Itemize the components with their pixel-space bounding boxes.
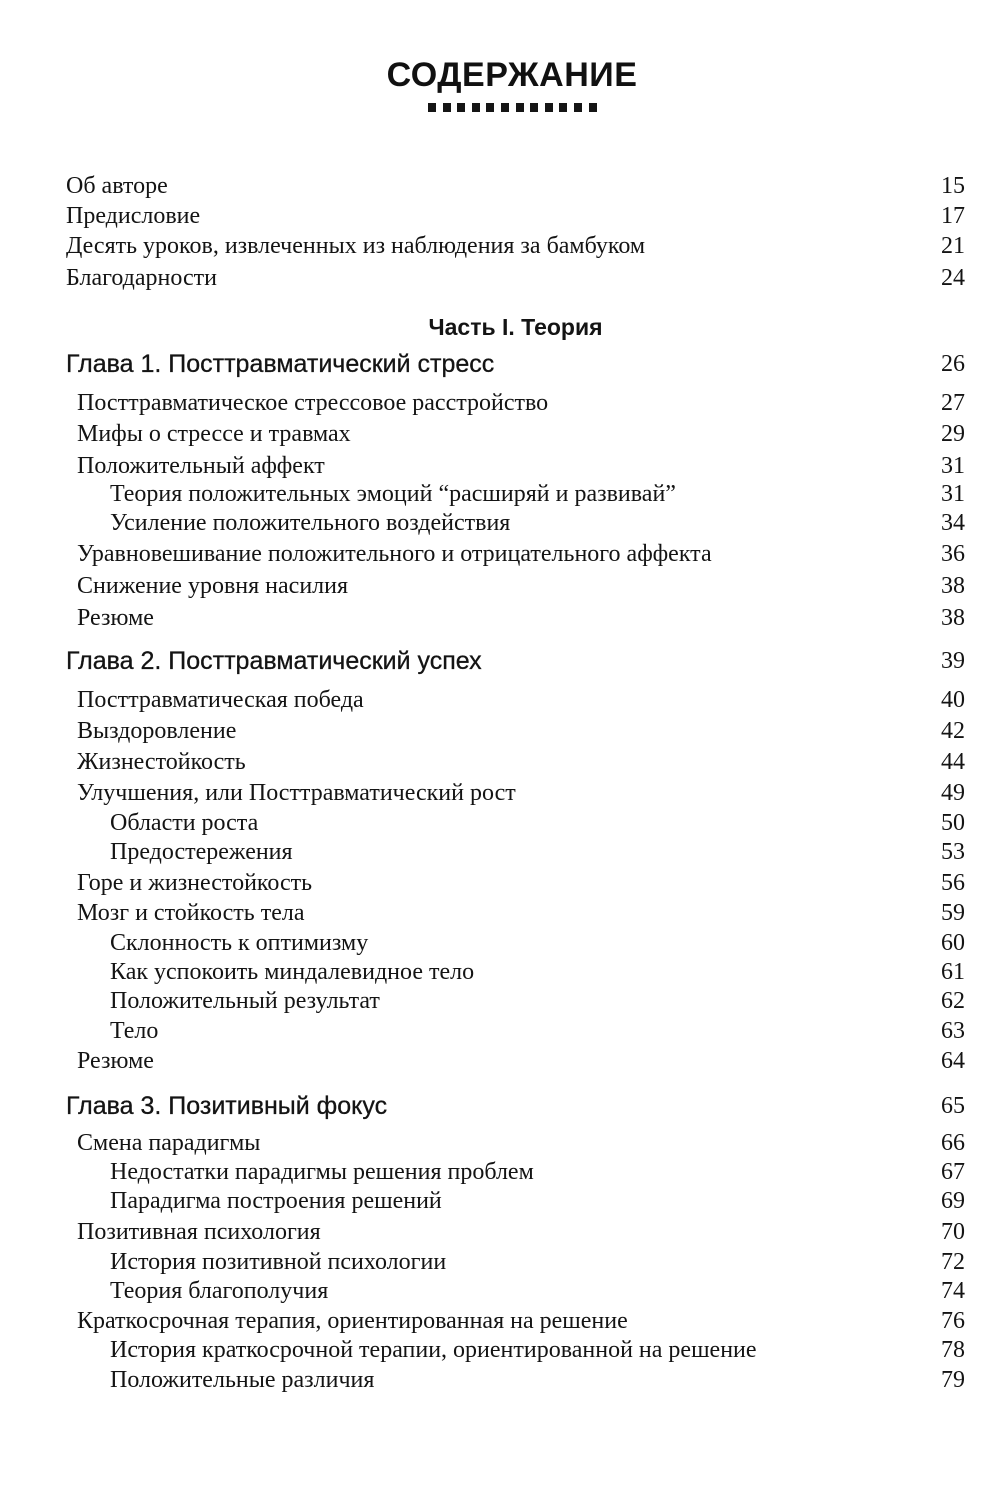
page-number: 70 [941,1219,965,1245]
toc-entry-text: Предисловие [66,203,201,229]
toc-section-text: Положительный аффект [77,453,325,479]
toc-entry [66,231,965,261]
toc-subsection-text: Как успокоить миндалевидное тело [110,959,475,985]
toc-subsection [110,1186,965,1216]
page-number: 61 [941,959,965,985]
divider-square [501,103,509,112]
toc-subsection [110,1335,965,1365]
toc-subsection-text: Тело [110,1018,159,1044]
divider-square [559,103,567,112]
toc-section [77,571,965,601]
toc-section [77,1217,965,1247]
page-number: 15 [941,173,965,199]
toc-section [77,1306,965,1336]
toc-subsection [110,1365,965,1395]
page-number: 65 [941,1093,965,1119]
divider-square [516,103,524,112]
toc-section [77,1046,965,1076]
toc-section [77,716,965,746]
toc-subsection [110,957,965,987]
page-number: 69 [941,1188,965,1214]
chapter-heading [66,646,965,676]
toc-section-text: Резюме [77,1048,154,1074]
toc-subsection-text: Предостережения [110,839,293,865]
toc-section-text: Мозг и стойкость тела [77,900,305,926]
page-number: 49 [941,780,965,806]
divider-square [530,103,538,112]
chapter-heading-text: Глава 2. Посттравматический успех [66,647,482,675]
page-number: 72 [941,1249,965,1275]
page-number: 44 [941,749,965,775]
toc-subsection [110,986,965,1016]
page-number: 34 [941,510,965,536]
page-number: 60 [941,930,965,956]
page-number: 26 [941,351,965,377]
page-number: 40 [941,687,965,713]
toc-subsection-text: История краткосрочной терапии, ориентированной на решение [110,1337,757,1363]
toc-section-text: Посттравматическое стрессовое расстройство [77,390,549,416]
page-number: 17 [941,203,965,229]
page-number: 74 [941,1278,965,1304]
toc-section [77,451,965,481]
page-number: 64 [941,1048,965,1074]
chapter-heading [66,1091,965,1121]
toc-subsection [110,808,965,838]
page-number: 78 [941,1337,965,1363]
page-number: 79 [941,1367,965,1393]
page-number: 31 [941,481,965,507]
page-number: 66 [941,1130,965,1156]
toc-section [77,685,965,715]
page-number: 59 [941,900,965,926]
toc-section-text: Смена парадигмы [77,1130,261,1156]
chapter-heading [66,349,965,379]
toc-subsection-text: Недостатки парадигмы решения проблем [110,1159,534,1185]
toc-section [77,868,965,898]
toc-section [77,539,965,569]
toc-section-text: Резюме [77,605,154,631]
toc-entry-text: Благодарности [66,265,217,291]
divider-square [428,103,436,112]
divider-square [545,103,553,112]
divider-square [457,103,465,112]
title-dotted-divider [428,103,597,112]
toc-subsection-text: Усиление положительного воздействия [110,510,511,536]
toc-section-text: Краткосрочная терапия, ориентированная на решение [77,1308,628,1334]
page-number: 56 [941,870,965,896]
divider-square [574,103,582,112]
toc-entry [66,263,965,293]
toc-section-text: Выздоровление [77,718,237,744]
page-number: 50 [941,810,965,836]
divider-square [486,103,494,112]
divider-square [443,103,451,112]
part-heading-text: Часть I. Теория [428,314,603,340]
page-number: 67 [941,1159,965,1185]
page-number: 62 [941,988,965,1014]
toc-entry-text: Об авторе [66,173,168,199]
page-title: СОДЕРЖАНИЕ [386,56,638,94]
page-number: 21 [941,233,965,259]
toc-subsection [110,928,965,958]
toc-subsection-text: Положительный результат [110,988,380,1014]
toc-subsection [110,837,965,867]
page-number: 39 [941,648,965,674]
toc-subsection [110,1276,965,1306]
toc-subsection [110,508,965,538]
part-heading [66,312,965,342]
toc-subsection-text: Теория положительных эмоций “расширяй и развивай” [110,481,676,507]
toc-section-text: Мифы о стрессе и травмах [77,421,351,447]
toc-section-text: Уравновешивание положительного и отрицательного аффекта [77,541,712,567]
page-number: 63 [941,1018,965,1044]
chapter-heading-text: Глава 3. Позитивный фокус [66,1092,388,1120]
toc-subsection-text: Парадигма построения решений [110,1188,442,1214]
toc-entry [66,171,965,201]
toc-subsection-text: Теория благополучия [110,1278,329,1304]
toc-subsection-text: Области роста [110,810,259,836]
toc-section-text: Жизнестойкость [77,749,246,775]
toc-section [77,747,965,777]
toc-subsection-text: Склонность к оптимизму [110,930,369,956]
toc-section [77,603,965,633]
page-number: 24 [941,265,965,291]
toc-section [77,778,965,808]
toc-subsection [110,1157,965,1187]
page-number: 29 [941,421,965,447]
divider-square [589,103,597,112]
toc-section [77,1128,965,1158]
toc-section [77,898,965,928]
chapter-heading-text: Глава 1. Посттравматический стресс [66,350,495,378]
page-number: 38 [941,605,965,631]
page-number: 36 [941,541,965,567]
divider-square [472,103,480,112]
page-number: 38 [941,573,965,599]
toc-section [77,419,965,449]
toc-section-text: Посттравматическая победа [77,687,364,713]
toc-subsection-text: Положительные различия [110,1367,375,1393]
toc-section-text: Улучшения, или Посттравматический рост [77,780,516,806]
page-number: 31 [941,453,965,479]
page-number: 76 [941,1308,965,1334]
toc-subsection [110,1016,965,1046]
toc-section-text: Снижение уровня насилия [77,573,349,599]
toc-section-text: Позитивная психология [77,1219,321,1245]
toc-subsection [110,1247,965,1277]
toc-subsection-text: История позитивной психологии [110,1249,447,1275]
toc-subsection [110,479,965,509]
toc-entry [66,201,965,231]
toc-section [77,388,965,418]
toc-section-text: Горе и жизнестойкость [77,870,313,896]
page-number: 42 [941,718,965,744]
toc-entry-text: Десять уроков, извлеченных из наблюдения за бамбуком [66,233,646,259]
page-number: 53 [941,839,965,865]
page-number: 27 [941,390,965,416]
